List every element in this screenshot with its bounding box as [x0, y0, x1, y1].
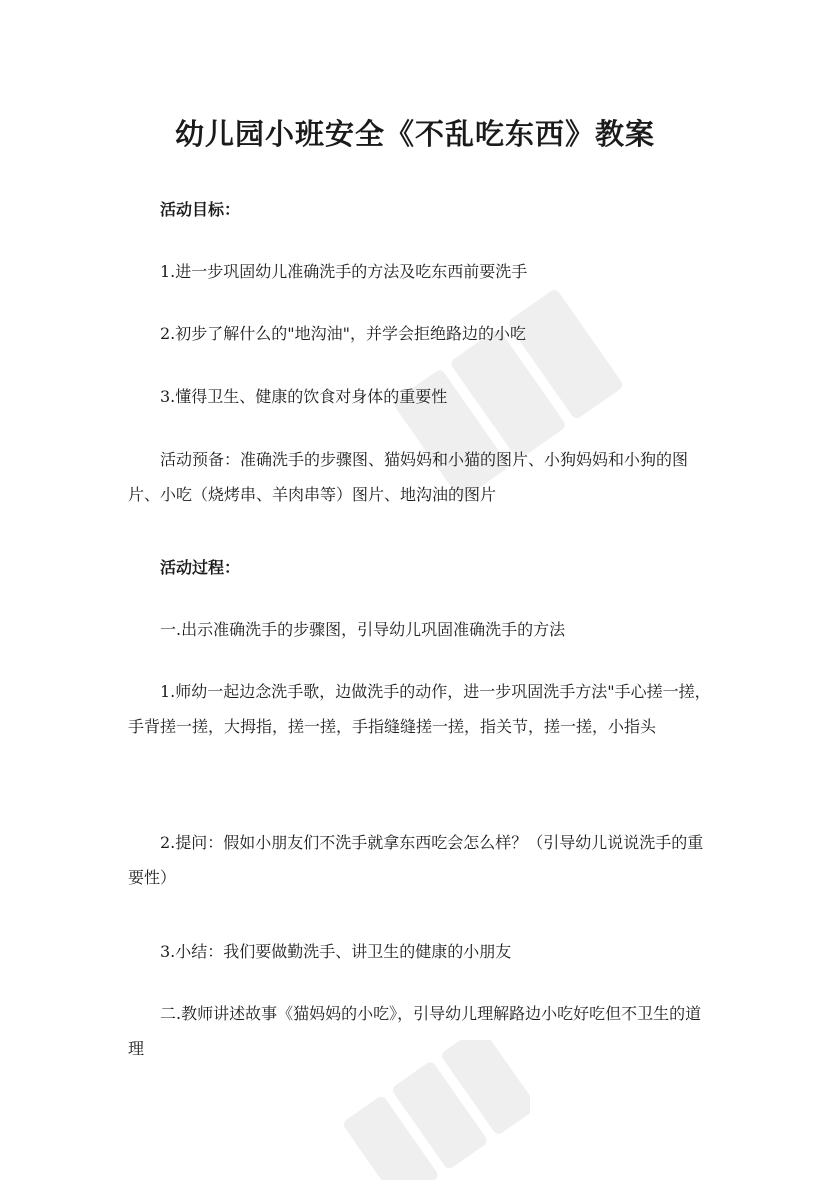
process-item-1: 1.师幼一起边念洗手歌，边做洗手的动作，进一步巩固洗手方法"手心搓一搓，手背搓一搓，大拇指，搓一搓，手指缝缝搓一搓，指关节，搓一搓，小指头 — [128, 682, 711, 736]
process-step-one: 一.出示准确洗手的步骤图，引导幼儿巩固准确洗手的方法 — [160, 620, 566, 639]
process-step-two: 二.教师讲述故事《猫妈妈的小吃》，引导幼儿理解路边小吃好吃但不卫生的道理 — [128, 1004, 702, 1058]
goal-item-3: 3.懂得卫生、健康的饮食对身体的重要性 — [160, 387, 448, 406]
document-title: 幼儿园小班安全《不乱吃东西》教案 — [174, 117, 655, 151]
preparation-paragraph: 活动预备：准确洗手的步骤图、猫妈妈和小猫的图片、小狗妈妈和小狗的图片、小吃（烧烤串、羊肉串等）图片、地沟油的图片 — [128, 450, 689, 504]
section-heading-process: 活动过程： — [160, 558, 241, 577]
goal-item-2: 2.初步了解什么的"地沟油"，并学会拒绝路边的小吃 — [160, 324, 526, 343]
process-item-2: 2.提问：假如小朋友们不洗手就拿东西吃会怎么样？（引导幼儿说说洗手的重要性） — [128, 833, 704, 887]
goal-item-1: 1.进一步巩固幼儿准确洗手的方法及吃东西前要洗手 — [160, 262, 528, 281]
section-heading-goals: 活动目标： — [160, 200, 241, 219]
process-item-3: 3.小结：我们要做勤洗手、讲卫生的健康的小朋友 — [160, 942, 512, 961]
